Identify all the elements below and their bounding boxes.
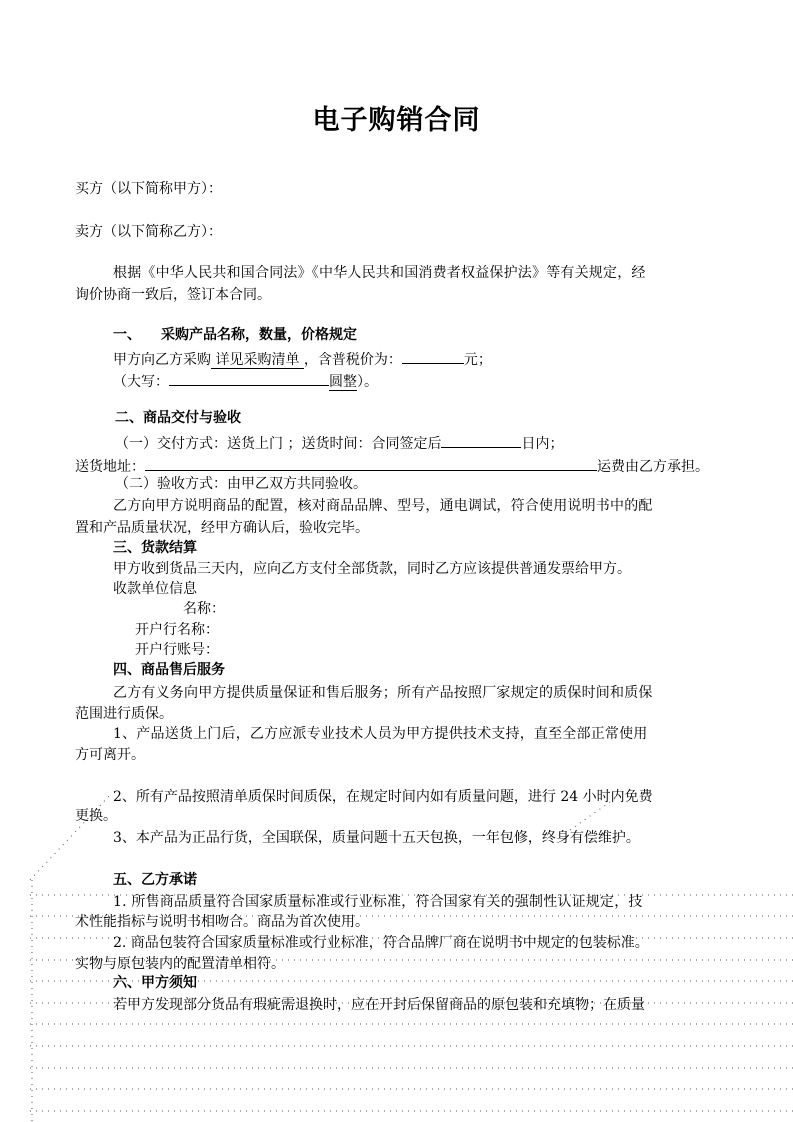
intro-paragraph-line-1: 根据《中华人民共和国合同法》《中华人民共和国消费者权益保护法》等有关规定，经 (113, 265, 646, 281)
intro-paragraph-line-2: 询价协商一致后，签订本合同。 (75, 287, 271, 303)
payee-info-label: 收款单位信息 (113, 581, 197, 597)
section-6-paragraph-line-1: 若甲方发现部分货品有瑕疵需退换时，应在开封后保留商品的原包装和充填物；在质量 (113, 997, 645, 1013)
section-3-heading: 三、货款结算 (113, 540, 197, 556)
section-6-heading: 六、甲方须知 (113, 975, 197, 991)
buyer-line: 买方（以下简称甲方）： (75, 181, 222, 197)
section-4-item-1-line-2: 方可离开。 (75, 747, 145, 763)
payee-account-label: 开户行账号： (135, 642, 219, 658)
section-5-item-1-line-1: 1. 所售商品质量符合国家质量标准或行业标准，符合国家有关的强制性认证规定，技 (113, 894, 643, 910)
section-1-amount-words-line: （大写： 圆整）。 (113, 368, 378, 392)
amount-words-blank (169, 368, 329, 386)
section-4-item-3: 3、本产品为正品行货，全国联保，质量问题十五天包换，一年包修，终身有偿维护。 (113, 830, 640, 846)
document-title: 电子购销合同 (312, 105, 481, 136)
section-5-item-1-line-2: 术性能指标与说明书相吻合。商品为首次使用。 (75, 914, 369, 930)
payee-name-label: 名称： (183, 601, 225, 617)
section-4-item-2-line-1: 2、所有产品按照清单质保时间质保，在规定时间内如有质量问题，进行 24 小时内免费 (113, 789, 653, 805)
section-2-paragraph-line-2: 置和产品质量状况，经甲方确认后，验收完毕。 (75, 520, 369, 536)
section-2-acceptance-line: （二）验收方式：由甲乙双方共同验收。 (115, 476, 367, 492)
section-1-purchase-line: 甲方向乙方采购 详见采购清单 ，含普税价为： 元； (113, 346, 492, 370)
delivery-days-blank (441, 430, 521, 448)
section-2-heading: 二、商品交付与验收 (115, 410, 241, 426)
price-blank (402, 346, 464, 364)
section-1-heading (113, 325, 357, 345)
purchase-list-fill: 详见采购清单 (211, 352, 304, 368)
section-4-paragraph-line-1: 乙方有义务向甲方提供质量保证和售后服务；所有产品按照厂家规定的质保时间和质保 (113, 685, 653, 701)
section-1-number: 一、 (113, 327, 141, 343)
section-4-heading: 四、商品售后服务 (113, 662, 225, 678)
seller-line: 卖方（以下简称乙方）： (75, 224, 222, 240)
section-1-title: 采购产品名称，数量，价格规定 (161, 327, 357, 343)
address-blank (145, 453, 597, 471)
section-5-heading: 五、乙方承诺 (113, 872, 197, 888)
section-2-address-line: 送货地址： 运费由乙方承担。 (75, 453, 709, 477)
section-4-item-2-line-2: 更换。 (75, 808, 117, 824)
section-4-item-1-line-1: 1、产品送货上门后，乙方应派专业技术人员为甲方提供技术支持，直至全部正常使用 (113, 726, 648, 742)
section-2-delivery-line: （一）交付方式：送货上门 ；送货时间：合同签定后 日内； (115, 430, 563, 454)
section-5-item-2-line-1: 2. 商品包装符合国家质量标准或行业标准，符合品牌厂商在说明书中规定的包装标准。 (113, 935, 649, 951)
payee-bank-label: 开户行名称： (135, 622, 219, 638)
section-3-payment-line: 甲方收到货品三天内，应向乙方支付全部货款，同时乙方应该提供普通发票给甲方。 (113, 561, 631, 577)
section-5-item-2-line-2: 实物与原包装内的配置清单相符。 (75, 956, 285, 972)
section-2-paragraph-line-1: 乙方向甲方说明商品的配置，核对商品品牌、型号，通电调试，符合使用说明书中的配 (113, 498, 653, 514)
section-4-paragraph-line-2: 范围进行质保。 (75, 706, 173, 722)
